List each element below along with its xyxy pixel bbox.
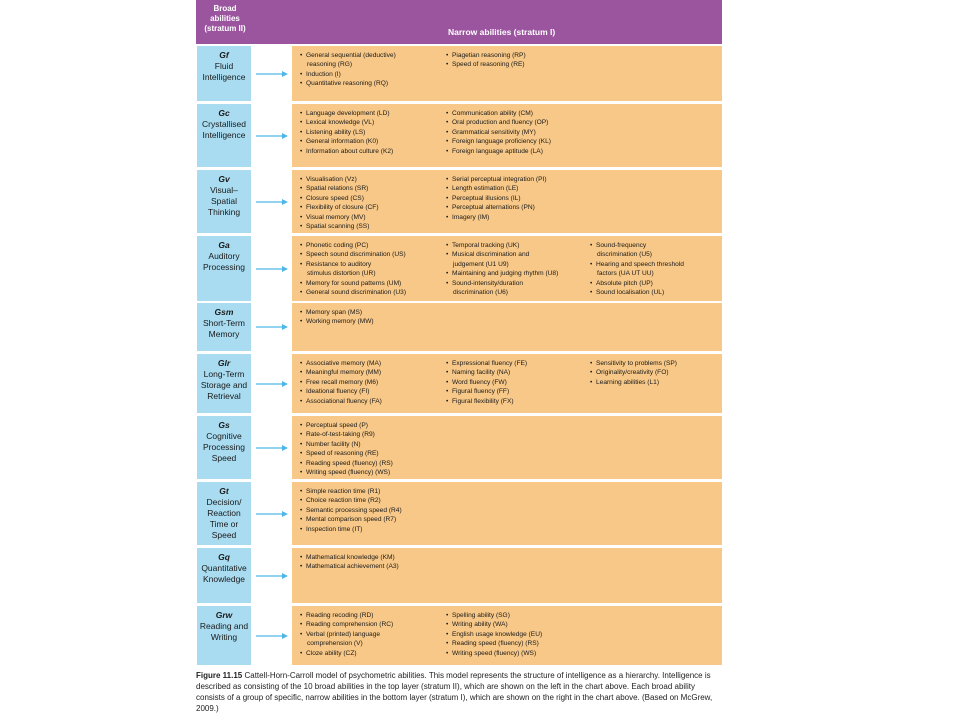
narrow-ability-item: • Number facility (N) [300,440,448,449]
narrow-ability-item: • Memory for sound patterns (UM) [300,279,448,288]
narrow-ability-item: • Originality/creativity (FO) [590,368,726,377]
narrow-ability-item: • Flexibility of closure (CF) [300,203,448,212]
broad-ability-name: Crystallised Intelligence [202,119,246,140]
narrow-ability-item: • Free recall memory (M6) [300,378,448,387]
narrow-ability-item: • Maintaining and judging rhythm (U8) [446,269,592,278]
narrow-ability-item: • Phonetic coding (PC) [300,241,448,250]
narrow-abilities-box [292,482,722,545]
narrow-abilities-column [590,241,726,297]
narrow-ability-item: • Serial perceptual integration (PI) [446,175,592,184]
narrow-ability-item: • Visual memory (MV) [300,213,448,222]
narrow-ability-item: • Absolute pitch (UP) [590,279,726,288]
narrow-ability-item: • Associational fluency (FA) [300,397,448,406]
narrow-ability-item: • Quantitative reasoning (RQ) [300,79,448,88]
narrow-ability-item: • Associative memory (MA) [300,359,448,368]
narrow-ability-item: • Verbal (printed) language comprehension (V) [300,630,448,649]
narrow-ability-item: • Foreign language aptitude (LA) [446,147,592,156]
broad-ability-name: Decision/ Reaction Time or Speed [206,497,242,540]
narrow-ability-item: • Hearing and speech threshold factors (UA UT UU) [590,260,726,279]
figure-caption-label: Figure 11.15 [196,671,243,680]
narrow-abilities-column [590,359,726,387]
header-broad-abilities: Broad abilities (stratum II) [204,4,246,33]
broad-ability-box [197,104,251,167]
narrow-ability-item: • Memory span (MS) [300,308,448,317]
arrow-right-icon [256,572,288,580]
broad-ability-box [197,482,251,545]
narrow-abilities-column [446,109,592,156]
narrow-ability-item: • Writing ability (WA) [446,620,592,629]
narrow-abilities-column [300,308,448,327]
narrow-abilities-box [292,548,722,603]
arrow-right-icon [256,323,288,331]
narrow-ability-item: • Simple reaction time (R1) [300,487,448,496]
narrow-ability-item: • Perceptual speed (P) [300,421,448,430]
narrow-ability-item: • Writing speed (fluency) (WS) [300,468,448,477]
broad-ability-name: Short-Term Memory [202,318,246,339]
ability-row [196,606,722,665]
narrow-ability-item: • Sensitivity to problems (SP) [590,359,726,368]
figure-caption-text: Cattell-Horn-Carroll model of psychometric abilities. This model represents the structure of intelligence as a hierarchy. Intelligence is described as consisting of the 10 broad abilities in the top layer (stratum II), which are shown on the left in the chart above. Each broad ability consists of a group of specific, narrow abilities in the bottom layer (stratum I), which are shown on the right in the chart above. (Based on McGrew, 2009.) [196,671,713,713]
broad-ability-name: Long-Term Storage and Retrieval [200,369,248,401]
narrow-ability-item: • Mental comparison speed (R7) [300,515,448,524]
ability-row [196,46,722,101]
narrow-ability-item: • Word fluency (FW) [446,378,592,387]
narrow-ability-item: • Mathematical achievement (A3) [300,562,448,571]
narrow-ability-item: • Cloze ability (CZ) [300,649,448,658]
narrow-ability-item: • Listening ability (LS) [300,128,448,137]
narrow-ability-item: • Sound-frequency discrimination (U5) [590,241,726,260]
ability-row [196,170,722,233]
ability-row [196,548,722,603]
narrow-ability-item: • General information (K0) [300,137,448,146]
narrow-ability-item: • Imagery (IM) [446,213,592,222]
arrow-right-icon [256,632,288,640]
broad-ability-box [197,354,251,413]
narrow-ability-item: • Perceptual illusions (IL) [446,194,592,203]
narrow-abilities-column [300,359,448,406]
narrow-abilities-column [446,175,592,222]
narrow-ability-item: • Sound-intensity/duration discrimination (U6) [446,279,592,298]
broad-ability-code: Gsm [214,307,234,317]
narrow-ability-item: • Closure speed (CS) [300,194,448,203]
narrow-ability-item: • Mathematical knowledge (KM) [300,553,448,562]
narrow-ability-item: • Piagetian reasoning (RP) [446,51,592,60]
narrow-ability-item: • Reading speed (fluency) (RS) [446,639,592,648]
narrow-ability-item: • Spatial scanning (SS) [300,222,448,231]
narrow-ability-item: • Spatial relations (SR) [300,184,448,193]
header-narrow-abilities: Narrow abilities (stratum I) [448,27,556,37]
narrow-ability-item: • Inspection time (IT) [300,525,448,534]
narrow-abilities-box [292,236,722,301]
ability-row [196,354,722,413]
narrow-abilities-column [300,553,448,572]
narrow-abilities-column [446,241,592,297]
figure-caption [196,670,716,714]
narrow-ability-item: • Speed of reasoning (RE) [446,60,592,69]
narrow-ability-item: • Lexical knowledge (VL) [300,118,448,127]
broad-ability-code: Gf [219,50,229,60]
arrow-right-icon [256,510,288,518]
narrow-ability-item: • Communication ability (CM) [446,109,592,118]
broad-ability-code: Gt [219,486,229,496]
arrow-right-icon [256,198,288,206]
broad-ability-name: Auditory Processing [202,251,246,272]
narrow-ability-item: • Choice reaction time (R2) [300,496,448,505]
arrow-right-icon [256,132,288,140]
narrow-ability-item: • Writing speed (fluency) (WS) [446,649,592,658]
narrow-ability-item: • Resistance to auditory stimulus distortion (UR) [300,260,448,279]
narrow-ability-item: • Spelling ability (SG) [446,611,592,620]
narrow-abilities-column [300,611,448,658]
narrow-ability-item: • Learning abilities (L1) [590,378,726,387]
narrow-ability-item: • Reading speed (fluency) (RS) [300,459,448,468]
narrow-ability-item: • Length estimation (LE) [446,184,592,193]
narrow-ability-item: • Reading recoding (RD) [300,611,448,620]
broad-ability-box [197,416,251,479]
narrow-ability-item: • Working memory (MW) [300,317,448,326]
arrow-right-icon [256,444,288,452]
ability-row [196,416,722,479]
broad-ability-code: Gs [218,420,230,430]
broad-ability-box [197,170,251,233]
narrow-abilities-box [292,170,722,233]
narrow-abilities-box [292,303,722,351]
narrow-ability-item: • General sound discrimination (U3) [300,288,448,297]
broad-ability-box [197,606,251,665]
narrow-abilities-column [300,487,448,534]
narrow-ability-item: • Information about culture (K2) [300,147,448,156]
broad-ability-code: Glr [217,358,231,368]
broad-ability-box [197,236,251,301]
broad-ability-box [197,548,251,603]
narrow-ability-item: • Language development (LD) [300,109,448,118]
broad-ability-code: Ga [218,240,230,250]
narrow-ability-item: • Perceptual alternations (PN) [446,203,592,212]
narrow-ability-item: • Figural fluency (FF) [446,387,592,396]
ability-row [196,303,722,351]
broad-ability-name: Reading and Writing [199,621,249,642]
arrow-right-icon [256,380,288,388]
arrow-right-icon [256,70,288,78]
narrow-abilities-column [300,241,448,297]
narrow-abilities-box [292,606,722,665]
narrow-abilities-column [300,175,448,231]
ability-row [196,236,722,301]
narrow-ability-item: • Foreign language proficiency (KL) [446,137,592,146]
broad-ability-name: Cognitive Processing Speed [202,431,246,463]
narrow-ability-item: • Meaningful memory (MM) [300,368,448,377]
narrow-abilities-column [446,51,592,70]
broad-ability-code: Gc [218,108,230,118]
narrow-abilities-box [292,46,722,101]
narrow-abilities-column [300,421,448,477]
broad-ability-box [197,46,251,101]
narrow-ability-item: • English usage knowledge (EU) [446,630,592,639]
narrow-abilities-box [292,416,722,479]
narrow-abilities-column [446,611,592,658]
arrow-right-icon [256,265,288,273]
narrow-ability-item: • Grammatical sensitivity (MY) [446,128,592,137]
ability-row [196,104,722,167]
broad-ability-code: Gv [218,174,230,184]
narrow-ability-item: • Reading comprehension (RC) [300,620,448,629]
narrow-abilities-column [300,109,448,156]
narrow-ability-item: • Naming facility (NA) [446,368,592,377]
narrow-ability-item: • Musical discrimination and judgement (U1 U9) [446,250,592,269]
chc-model-chart [196,0,722,666]
broad-ability-box [197,303,251,351]
narrow-abilities-box [292,354,722,413]
narrow-abilities-box [292,104,722,167]
narrow-ability-item: • Sound localisation (UL) [590,288,726,297]
narrow-ability-item: • Rate-of-test-taking (R9) [300,430,448,439]
narrow-ability-item: • Ideational fluency (FI) [300,387,448,396]
narrow-ability-item: • Speech sound discrimination (US) [300,250,448,259]
narrow-ability-item: • General sequential (deductive) reasoning (RG) [300,51,448,70]
narrow-ability-item: • Visualisation (Vz) [300,175,448,184]
narrow-ability-item: • Induction (I) [300,70,448,79]
narrow-abilities-column [446,359,592,406]
narrow-ability-item: • Expressional fluency (FE) [446,359,592,368]
chart-header [196,0,722,44]
broad-ability-name: Visual–Spatial Thinking [207,185,241,217]
broad-ability-code: Grw [215,610,233,620]
narrow-abilities-column [300,51,448,89]
narrow-ability-item: • Oral production and fluency (OP) [446,118,592,127]
narrow-ability-item: • Figural flexibility (FX) [446,397,592,406]
narrow-ability-item: • Semantic processing speed (R4) [300,506,448,515]
broad-ability-name: Fluid Intelligence [202,61,246,82]
narrow-ability-item: • Speed of reasoning (RE) [300,449,448,458]
narrow-ability-item: • Temporal tracking (UK) [446,241,592,250]
broad-ability-name: Quantitative Knowledge [201,563,247,584]
broad-ability-code: Gq [218,552,230,562]
ability-row [196,482,722,545]
